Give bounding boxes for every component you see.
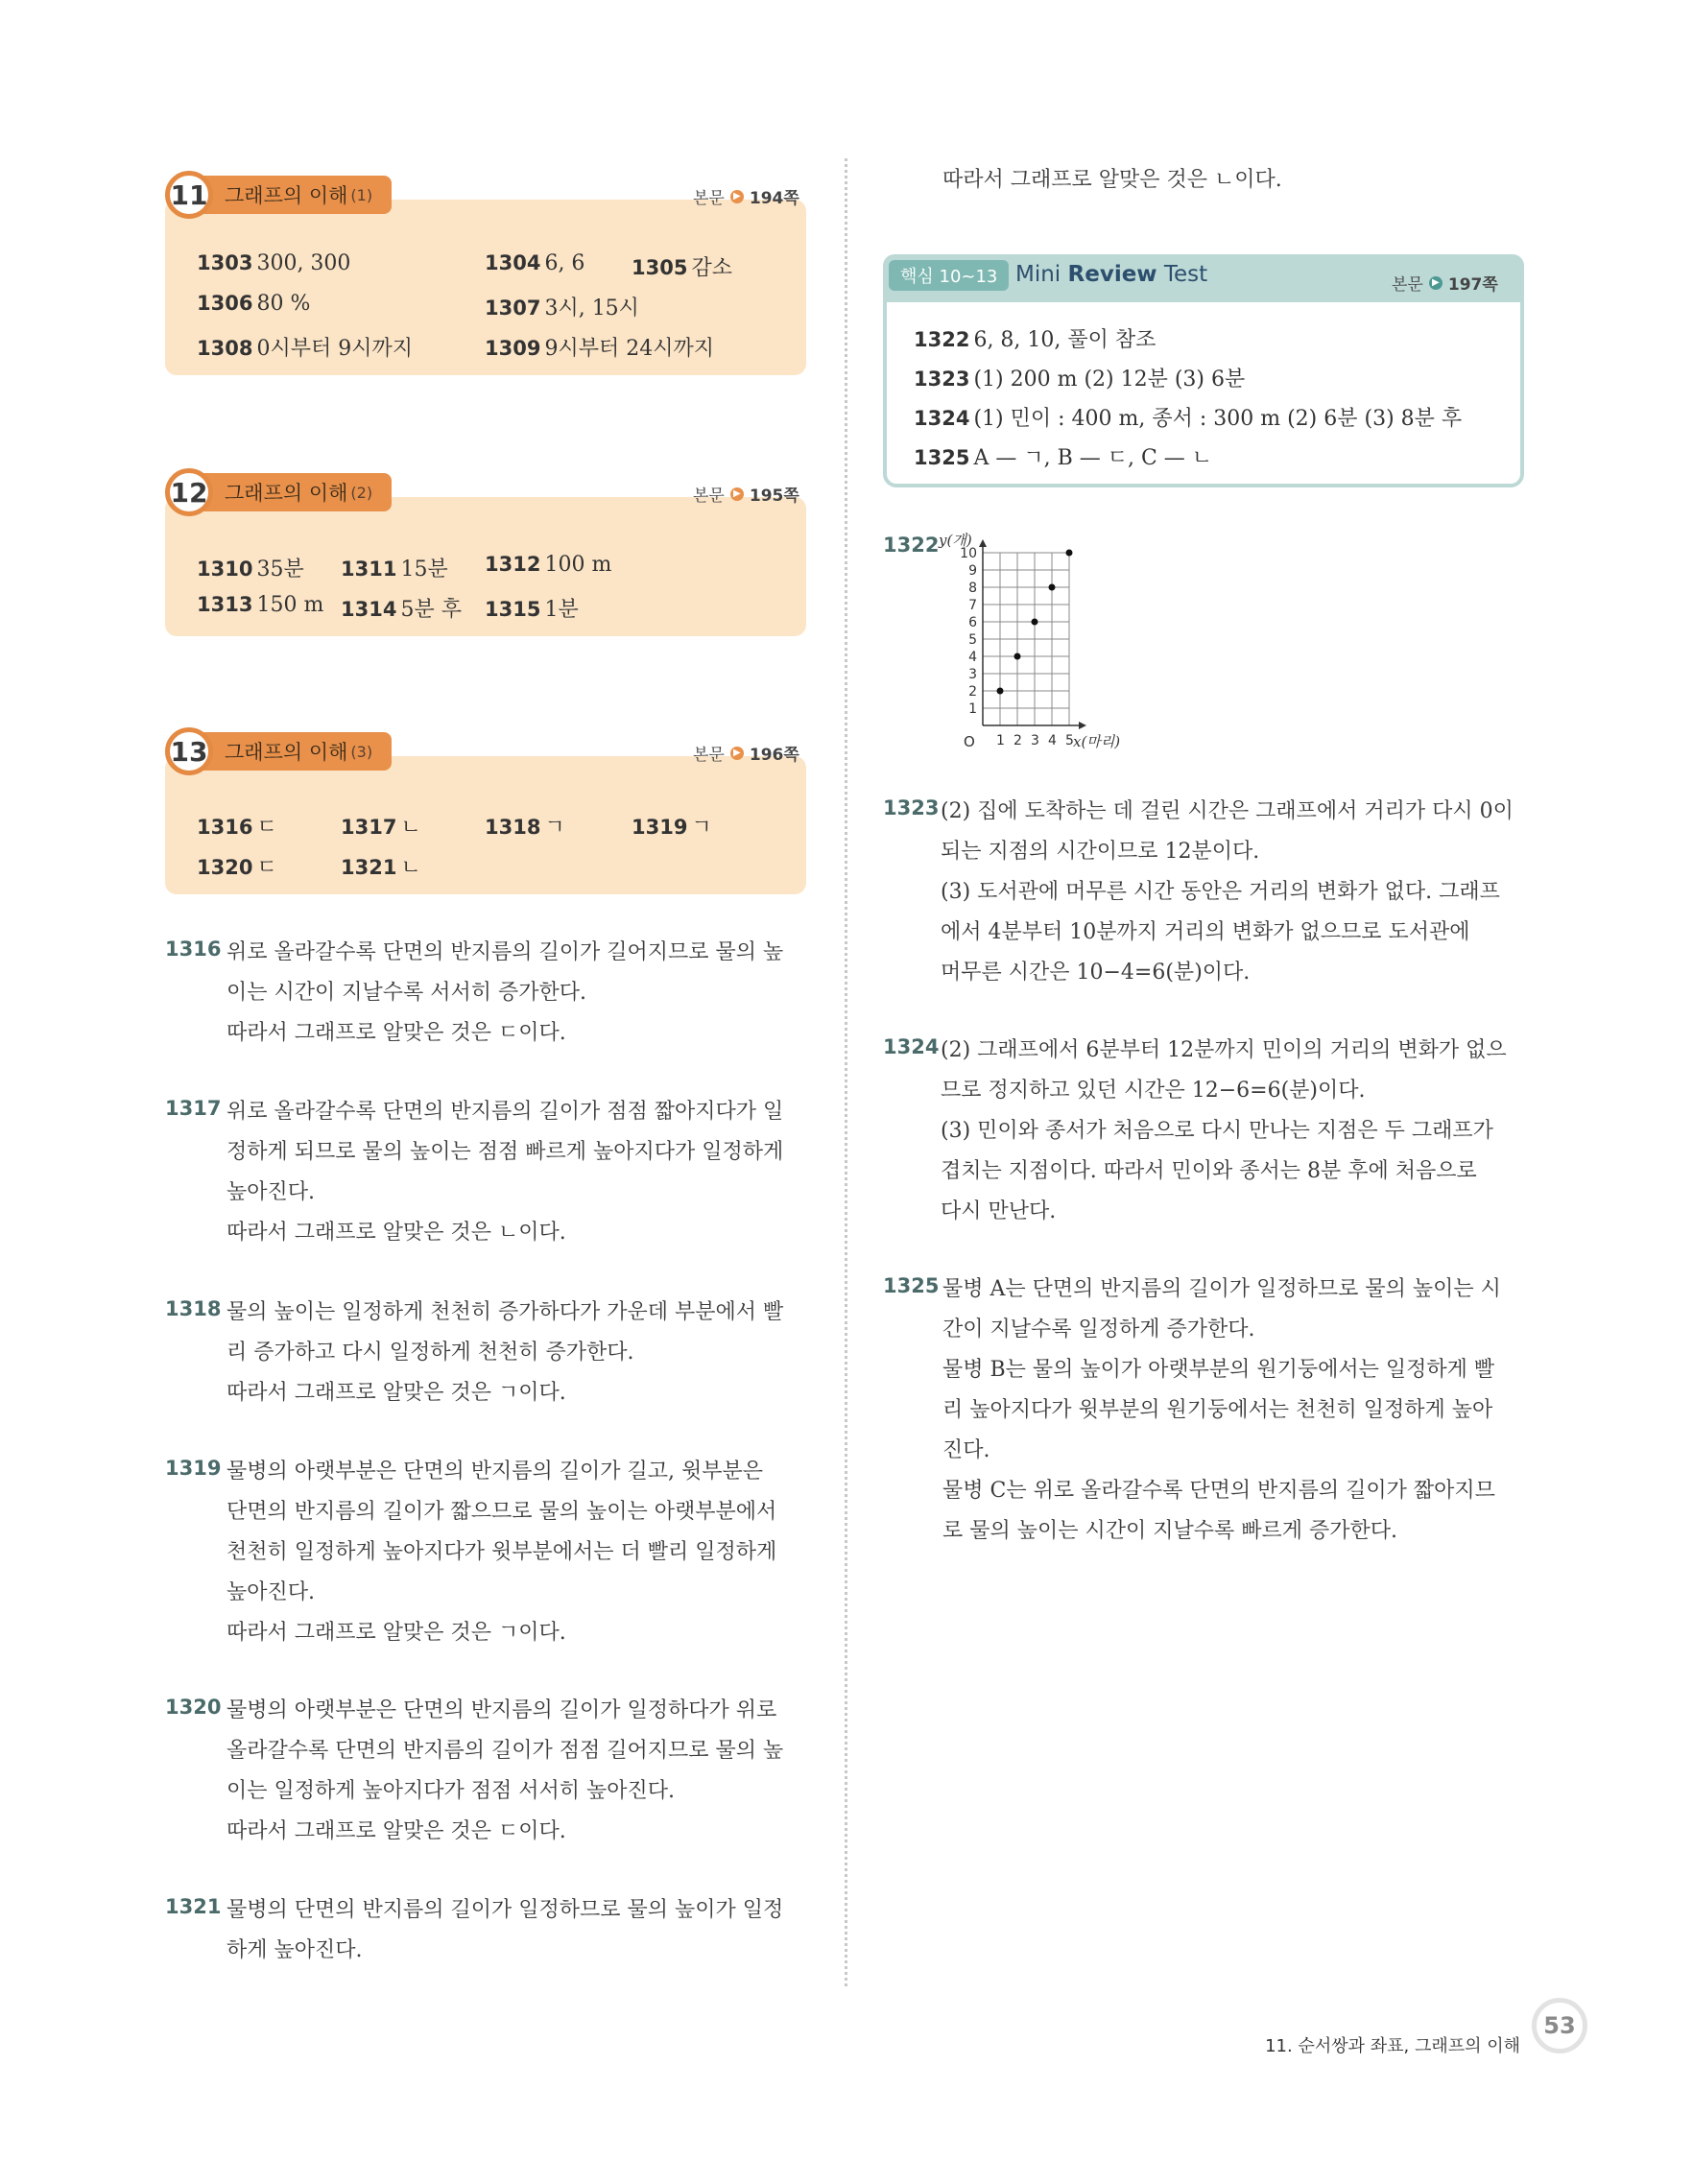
x-axis-label: x(마리) (1073, 733, 1121, 750)
section-13-page-ref: 본문 ▶ 196쪽 (693, 746, 799, 765)
answer-1325: 1325 A — ㄱ, B — ㄷ, C — ㄴ (914, 446, 1213, 470)
answer-1310: 1310 35분 (197, 558, 304, 582)
answer-1317: 1317 ㄴ (341, 816, 421, 840)
y-tick-label: 9 (968, 563, 977, 579)
explanation-number: 1323 (883, 796, 940, 819)
answer-1313: 1313 150 m (197, 593, 324, 617)
answer-1324: 1324 (1) 민이 : 400 m, 종서 : 300 m (2) 6분 (3) 8분 후 (914, 407, 1463, 431)
graph-grid (983, 553, 1069, 725)
x-tick-label: 4 (1048, 733, 1057, 748)
explanation-line: 물병의 단면의 반지름의 길이가 일정하므로 물의 높이가 일정 (227, 1898, 784, 1922)
answer-1303: 1303 300, 300 (197, 251, 351, 275)
answer-1319: 1319 ㄱ (632, 816, 712, 840)
explanation-line: 다시 만난다. (941, 1199, 1057, 1223)
answer-1322: 1322 6, 8, 10, 풀이 참조 (914, 328, 1156, 352)
explanation-line: (2) 집에 도착하는 데 걸린 시간은 그래프에서 거리가 다시 0이 (941, 799, 1514, 823)
answer-1311: 1311 15분 (341, 558, 448, 582)
answer-1305: 1305 감소 (632, 256, 732, 280)
explanation-line: 머무른 시간은 10−4=6(분)이다. (941, 961, 1251, 985)
arrow-icon: ▶ (730, 747, 744, 760)
graph-axes (979, 539, 1086, 729)
explanation-line: 위로 올라갈수록 단면의 반지름의 길이가 길어지므로 물의 높 (227, 940, 784, 964)
explanation-line: 따라서 그래프로 알맞은 것은 ㄱ이다. (227, 1381, 566, 1405)
explanation-number: 1325 (883, 1274, 940, 1297)
explanation-line: 높아진다. (227, 1580, 316, 1604)
mini-review-page-ref: 본문 ▶ 197쪽 (1392, 275, 1498, 295)
y-axis-arrow-icon (979, 539, 987, 547)
explanation-number: 1318 (165, 1297, 222, 1320)
section-title: 그래프의 이해 (2) (188, 473, 392, 511)
x-tick-label: 2 (1013, 733, 1022, 748)
explanation-line: 이는 일정하게 높아지다가 점점 서서히 높아진다. (227, 1779, 676, 1803)
explanation-line: 물의 높이는 일정하게 천천히 증가하다가 가운데 부분에서 빨 (227, 1300, 784, 1324)
y-tick-label: 4 (968, 650, 977, 665)
y-tick-label: 5 (968, 632, 977, 648)
answer-1318: 1318 ㄱ (485, 816, 565, 840)
explanation-line: 올라갈수록 단면의 반지름의 길이가 점점 길어지므로 물의 높 (227, 1739, 784, 1763)
answer-1320: 1320 ㄷ (197, 856, 277, 880)
explanation-line: 따라서 그래프로 알맞은 것은 ㄴ이다. (227, 1221, 566, 1245)
explanation-line: 므로 정지하고 있던 시간은 12−6=6(분)이다. (941, 1079, 1366, 1103)
section-12-page-ref: 본문 ▶ 195쪽 (693, 487, 799, 506)
section-number: 11 (165, 171, 213, 219)
explanation-line: 이는 시간이 지날수록 서서히 증가한다. (227, 981, 586, 1005)
chapter-footer: 11. 순서쌍과 좌표, 그래프의 이해 (1265, 2036, 1520, 2056)
explanation-number: 1321 (165, 1895, 222, 1918)
explanation-line: 겹치는 지점이다. 따라서 민이와 종서는 8분 후에 처음으로 (941, 1159, 1477, 1183)
page-number: 53 (1532, 1998, 1587, 2053)
answer-1304: 1304 6, 6 (485, 251, 585, 275)
y-tick-label: 1 (968, 701, 977, 717)
explanation-line: 되는 지점의 시간이므로 12분이다. (941, 840, 1260, 864)
x-tick-label: 5 (1065, 733, 1074, 748)
explanation-line: 리 증가하고 다시 일정하게 천천히 증가한다. (227, 1341, 634, 1365)
arrow-icon: ▶ (730, 190, 744, 203)
explanation-number: 1316 (165, 938, 222, 961)
explanation-line: 로 물의 높이는 시간이 지날수록 빠르게 증가한다. (942, 1519, 1397, 1543)
explanation-number: 1324 (883, 1035, 940, 1058)
answer-1314: 1314 5분 후 (341, 598, 462, 622)
explanation-line: 물병 B는 물의 높이가 아랫부분의 원기둥에서는 일정하게 빨 (942, 1358, 1495, 1382)
answer-1307: 1307 3시, 15시 (485, 297, 639, 320)
graph-1322 (933, 526, 1154, 750)
explanation-line: (2) 그래프에서 6분부터 12분까지 민이의 거리의 변화가 없으 (941, 1038, 1507, 1062)
explanation-line: 따라서 그래프로 알맞은 것은 ㄱ이다. (227, 1621, 566, 1645)
y-tick-label: 3 (968, 667, 977, 682)
explanation-line: 물병 A는 단면의 반지름의 길이가 일정하므로 물의 높이는 시 (942, 1277, 1501, 1301)
explanation-line: 단면의 반지름의 길이가 짧으므로 물의 높이는 아랫부분에서 (227, 1500, 777, 1524)
x-tick-label: 1 (996, 733, 1005, 748)
explanation-number: 1319 (165, 1457, 222, 1480)
data-point (1066, 550, 1073, 557)
x-axis-arrow-icon (1079, 722, 1086, 729)
explanation-line: 천천히 일정하게 높아지다가 윗부분에서는 더 빨리 일정하게 (227, 1540, 777, 1564)
data-point (1014, 653, 1021, 660)
section-11-page-ref: 본문 ▶ 194쪽 (693, 189, 799, 208)
section-number: 12 (165, 468, 213, 516)
data-point (1032, 619, 1038, 626)
arrow-icon: ▶ (730, 487, 744, 501)
explanation-line: (3) 도서관에 머무른 시간 동안은 거리의 변화가 없다. 그래프 (941, 880, 1500, 904)
y-tick-label: 7 (968, 598, 977, 613)
answer-1315: 1315 1분 (485, 598, 579, 622)
y-tick-label: 10 (960, 546, 977, 561)
explanation-number: 1317 (165, 1097, 222, 1120)
answer-1316: 1316 ㄷ (197, 816, 277, 840)
answer-1312: 1312 100 m (485, 553, 612, 577)
answer-1323: 1323 (1) 200 m (2) 12분 (3) 6분 (914, 368, 1246, 392)
graph-number: 1322 (883, 534, 940, 557)
x-tick-label: 3 (1031, 733, 1039, 748)
explanation-line: 위로 올라갈수록 단면의 반지름의 길이가 점점 짧아지다가 일 (227, 1100, 784, 1124)
explanation-line: 정하게 되므로 물의 높이는 점점 빠르게 높아지다가 일정하게 (227, 1140, 784, 1164)
y-axis-label: y(개) (939, 532, 972, 549)
section-title: 그래프의 이해 (3) (188, 732, 392, 771)
explanation-line: 에서 4분부터 10분까지 거리의 변화가 없으므로 도서관에 (941, 920, 1470, 944)
explanation-number: 1320 (165, 1696, 222, 1719)
data-point (1049, 584, 1056, 591)
explanation-line: 진다. (942, 1438, 990, 1462)
explanation-line: 리 높아지다가 윗부분의 원기둥에서는 천천히 일정하게 높아 (942, 1398, 1493, 1422)
answer-1309: 1309 9시부터 24시까지 (485, 337, 714, 361)
mini-review-tag: 핵심 10~13 (889, 260, 1009, 291)
y-tick-label: 6 (968, 615, 977, 630)
explanation-line: 물병의 아랫부분은 단면의 반지름의 길이가 일정하다가 위로 (227, 1698, 777, 1722)
explanation-line: 간이 지날수록 일정하게 증가한다. (942, 1318, 1255, 1341)
explanation-line: 높아진다. (227, 1180, 316, 1204)
explanation-line: 물병 C는 위로 올라갈수록 단면의 반지름의 길이가 짧아지므 (942, 1479, 1495, 1503)
answer-1306: 1306 80 % (197, 292, 311, 316)
column-divider (845, 158, 847, 1986)
arrow-icon: ▶ (1429, 276, 1443, 290)
y-tick-label: 2 (968, 684, 977, 700)
explanation-line: 따라서 그래프로 알맞은 것은 ㄷ이다. (227, 1021, 566, 1045)
answer-1321: 1321 ㄴ (341, 856, 421, 880)
section-title: 그래프의 이해 (1) (188, 176, 392, 214)
section-number: 13 (165, 727, 213, 775)
y-tick-label: 8 (968, 581, 977, 596)
answer-1308: 1308 0시부터 9시까지 (197, 337, 413, 361)
mini-review-title: Mini Review Test (1015, 262, 1208, 287)
continued-conclusion: 따라서 그래프로 알맞은 것은 ㄴ이다. (942, 168, 1282, 192)
origin-label: O (964, 733, 975, 750)
data-point (997, 688, 1004, 695)
explanation-line: (3) 민이와 종서가 처음으로 다시 만나는 지점은 두 그래프가 (941, 1119, 1493, 1143)
explanation-line: 하게 높아진다. (227, 1938, 363, 1962)
explanation-line: 물병의 아랫부분은 단면의 반지름의 길이가 길고, 윗부분은 (227, 1460, 764, 1484)
explanation-line: 따라서 그래프로 알맞은 것은 ㄷ이다. (227, 1819, 566, 1843)
